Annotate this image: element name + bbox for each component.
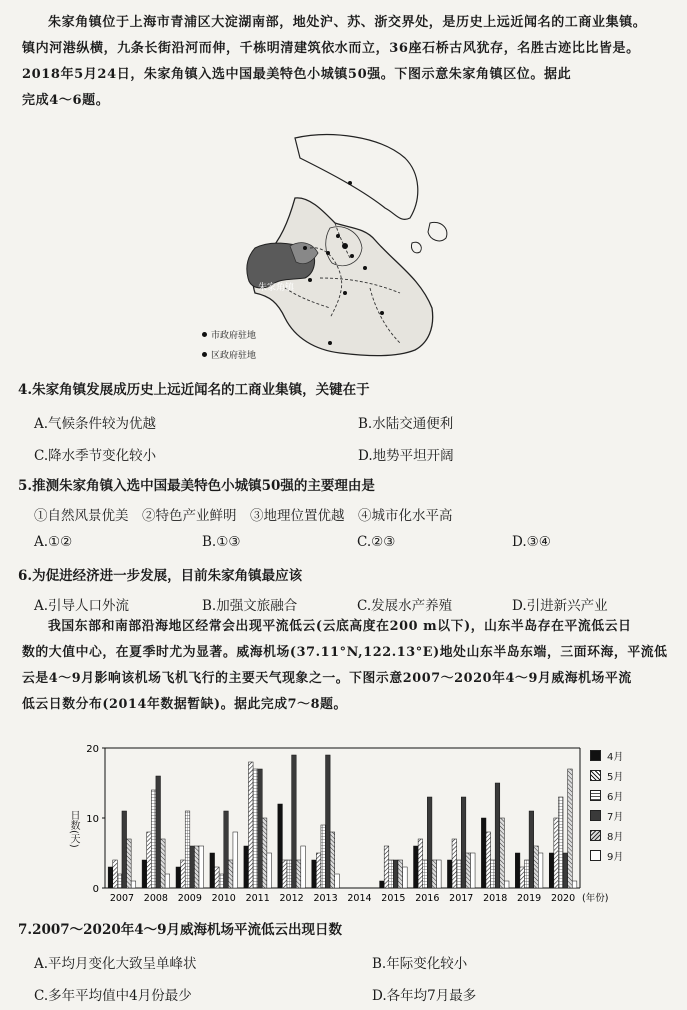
x-tick-label: 2014	[347, 893, 372, 904]
bar-4月-2019	[515, 853, 520, 888]
district-marker	[350, 254, 354, 258]
bar-6月-2015	[389, 860, 394, 888]
bar-6月-2009	[185, 811, 190, 888]
x-tick-label: 2017	[449, 893, 474, 904]
passage-1-line-1: 朱家角镇位于上海市青浦区大淀湖南部，地处沪、苏、浙交界处，是历史上远近闻名的工商业集镇。	[48, 15, 647, 30]
bar-8月-2016	[432, 860, 437, 888]
q4-option-c[interactable]: C.降水季节变化较小	[34, 448, 157, 464]
bar-5月-2010	[215, 867, 220, 888]
q5-option-d[interactable]: D.③④	[512, 534, 551, 550]
bar-7月-2013	[326, 755, 331, 888]
bar-7月-2010	[224, 811, 229, 888]
passage-1-line-2: 镇内河港纵横，九条长街沿河而伸，千栋明清建筑依水而立，36座石桥古风犹存，名胜古迹比比皆是。	[22, 41, 640, 56]
x-tick-label: 2008	[143, 893, 168, 904]
zhujiajiao-label: 朱家角镇	[258, 283, 295, 293]
district-marker	[380, 311, 384, 315]
q5-option-a[interactable]: A.①②	[34, 534, 73, 550]
bar-4月-2008	[142, 860, 147, 888]
bar-5月-2011	[248, 762, 253, 888]
bar-7月-2008	[156, 776, 161, 888]
bar-9月-2007	[131, 881, 136, 888]
bar-4月-2013	[312, 860, 317, 888]
y-tick-label: 20	[86, 744, 99, 755]
district-marker	[343, 291, 347, 295]
legend-city-label: 市政府驻地	[211, 331, 257, 341]
bar-8月-2007	[127, 839, 132, 888]
bar-5月-2012	[282, 860, 287, 888]
x-axis-label: (年份)	[582, 893, 609, 904]
q5-option-b[interactable]: B.①③	[202, 534, 241, 550]
q4-option-a[interactable]: A.气候条件较为优越	[34, 416, 157, 432]
legend-label: 8月	[607, 831, 624, 843]
bar-6月-2018	[491, 860, 496, 888]
passage-2-line-3: 云是4～9月影响该机场飞机飞行的主要天气现象之一。下图示意2007～2020年4～9月威海机场平流	[22, 671, 632, 686]
q4-option-b[interactable]: B.水陆交通便利	[358, 416, 454, 432]
bar-8月-2015	[398, 860, 403, 888]
bar-7月-2018	[495, 783, 500, 888]
bar-9月-2008	[165, 874, 170, 888]
bar-9月-2013	[335, 874, 340, 888]
passage-2-line-2: 数的大值中心，在夏季时尤为显著。威海机场(37.11°N,122.13°E)地处山东半岛东端，三面环海，平流低	[22, 645, 668, 660]
bar-8月-2017	[466, 853, 471, 888]
q7-option-c[interactable]: C.多年平均值中4月份最少	[34, 988, 192, 1004]
bar-6月-2008	[151, 790, 156, 888]
question-5-stem: 5.推测朱家角镇入选中国最美特色小城镇50强的主要理由是	[18, 478, 375, 494]
bar-5月-2017	[452, 839, 457, 888]
legend-dot-icon	[202, 332, 207, 337]
legend-swatch	[590, 830, 601, 841]
passage-2-line-4: 低云日数分布(2014年数据暂缺)。据此完成7～8题。	[22, 697, 347, 712]
bar-5月-2019	[520, 867, 525, 888]
bar-9月-2011	[267, 853, 272, 888]
x-tick-label: 2007	[109, 893, 135, 904]
question-6-stem: 6.为促进经济进一步发展，目前朱家角镇最应该	[18, 568, 303, 584]
legend-label: 4月	[607, 751, 624, 763]
legend-swatch	[590, 790, 601, 801]
bar-6月-2010	[219, 874, 224, 888]
legend-label: 7月	[607, 811, 624, 823]
legend-item-4	[590, 745, 623, 765]
bar-9月-2010	[233, 832, 238, 888]
chart-legend	[590, 745, 623, 865]
location-map	[200, 128, 470, 368]
bar-7月-2011	[258, 769, 263, 888]
bar-6月-2017	[457, 860, 462, 888]
bar-4月-2020	[549, 853, 554, 888]
bar-6月-2007	[117, 874, 122, 888]
cloud-days-chart	[70, 740, 630, 915]
chart-ylabel: 日数(天)	[68, 810, 79, 848]
bar-4月-2009	[176, 867, 181, 888]
x-tick-label: 2011	[245, 893, 270, 904]
question-4-stem: 4.朱家角镇发展成历史上远近闻名的工商业集镇，关键在于	[18, 382, 370, 398]
bar-7月-2012	[292, 755, 297, 888]
bar-5月-2007	[113, 860, 118, 888]
legend-item-5	[590, 765, 623, 785]
bar-8月-2008	[160, 839, 165, 888]
legend-item-6	[590, 785, 623, 805]
bar-9月-2018	[504, 881, 509, 888]
y-tick-label: 10	[86, 814, 99, 825]
district-marker	[308, 278, 312, 282]
legend-label: 6月	[607, 791, 624, 803]
bar-4月-2011	[244, 846, 249, 888]
bar-8月-2020	[568, 769, 573, 888]
bar-4月-2017	[447, 860, 452, 888]
q7-option-d[interactable]: D.各年均7月最多	[372, 988, 477, 1004]
city-government-marker	[342, 243, 348, 249]
bar-7月-2017	[461, 797, 466, 888]
bar-7月-2020	[563, 853, 568, 888]
x-tick-label: 2016	[415, 893, 440, 904]
legend-swatch	[590, 850, 601, 861]
legend-item-8	[590, 825, 623, 845]
bar-4月-2015	[380, 881, 385, 888]
bar-9月-2012	[301, 846, 306, 888]
bar-4月-2010	[210, 853, 215, 888]
bar-9月-2009	[199, 846, 204, 888]
bar-7月-2009	[190, 846, 195, 888]
bar-8月-2009	[194, 846, 199, 888]
question-7-stem: 7.2007～2020年4～9月威海机场平流低云出现日数	[18, 922, 343, 938]
bar-8月-2013	[330, 832, 335, 888]
x-tick-label: 2010	[211, 893, 236, 904]
bar-6月-2011	[253, 769, 258, 888]
passage-1	[22, 10, 672, 114]
bar-6月-2019	[525, 860, 530, 888]
bar-9月-2020	[572, 881, 577, 888]
x-tick-label: 2013	[313, 893, 338, 904]
q6-option-d[interactable]: D.引进新兴产业	[512, 598, 608, 614]
x-tick-label: 2009	[177, 893, 202, 904]
bar-4月-2018	[481, 818, 486, 888]
legend-city	[202, 328, 256, 341]
x-tick-label: 2020	[550, 893, 576, 904]
x-tick-label: 2015	[381, 893, 406, 904]
bar-5月-2016	[418, 839, 423, 888]
bar-7月-2016	[427, 797, 432, 888]
small-island	[428, 222, 447, 241]
bar-9月-2015	[403, 867, 408, 888]
passage-1-line-4: 完成4～6题。	[22, 93, 110, 108]
bar-6月-2016	[423, 860, 428, 888]
chart-svg	[70, 740, 630, 915]
bar-6月-2012	[287, 860, 292, 888]
x-tick-label: 2019	[517, 893, 542, 904]
legend-district	[202, 348, 256, 361]
bar-5月-2008	[147, 832, 152, 888]
q6-option-b[interactable]: B.加强文旅融合	[202, 598, 298, 614]
q5-items: ①自然风景优美 ②特色产业鲜明 ③地理位置优越 ④城市化水平高	[34, 508, 453, 524]
bar-5月-2009	[181, 860, 186, 888]
bar-5月-2020	[554, 818, 559, 888]
bar-4月-2007	[108, 867, 113, 888]
bar-8月-2019	[534, 846, 539, 888]
bar-9月-2016	[437, 860, 442, 888]
bar-6月-2013	[321, 825, 326, 888]
bar-5月-2018	[486, 832, 491, 888]
y-tick-label: 0	[92, 884, 99, 895]
district-marker	[348, 181, 352, 185]
district-marker	[363, 266, 367, 270]
legend-label: 9月	[607, 851, 624, 863]
bar-8月-2011	[262, 818, 267, 888]
bar-7月-2019	[529, 811, 534, 888]
legend-item-7	[590, 805, 623, 825]
bar-6月-2020	[558, 797, 563, 888]
x-tick-label: 2018	[483, 893, 508, 904]
bar-8月-2018	[500, 818, 505, 888]
legend-dot-icon	[202, 352, 207, 357]
q5-option-c[interactable]: C.②③	[357, 534, 396, 550]
small-island-2	[411, 242, 421, 253]
legend-item-9	[590, 845, 623, 865]
bar-5月-2013	[316, 853, 321, 888]
q4-option-d[interactable]: D.地势平坦开阔	[358, 448, 454, 464]
q7-option-a[interactable]: A.平均月变化大致呈单峰状	[34, 956, 197, 972]
district-marker	[326, 251, 330, 255]
bar-7月-2007	[122, 811, 127, 888]
q6-option-a[interactable]: A.引导人口外流	[34, 598, 130, 614]
bar-9月-2017	[470, 853, 475, 888]
legend-swatch	[590, 770, 601, 781]
district-marker	[336, 234, 340, 238]
bar-8月-2012	[296, 860, 301, 888]
district-marker	[328, 341, 332, 345]
bar-7月-2015	[393, 860, 398, 888]
legend-district-label: 区政府驻地	[211, 351, 257, 361]
bar-8月-2010	[228, 860, 233, 888]
passage-1-line-3: 2018年5月24日，朱家角镇入选中国最美特色小城镇50强。下图示意朱家角镇区位。据此	[22, 67, 572, 82]
passage-2-line-1: 我国东部和南部沿海地区经常会出现平流低云(云底高度在200 m以下)，山东半岛存在平流低云日	[48, 619, 632, 634]
q7-option-b[interactable]: B.年际变化较小	[372, 956, 468, 972]
bar-4月-2016	[414, 846, 419, 888]
legend-swatch	[590, 810, 601, 821]
legend-swatch	[590, 750, 601, 761]
legend-label: 5月	[607, 771, 624, 783]
x-tick-label: 2012	[279, 893, 304, 904]
passage-2	[22, 614, 672, 718]
bar-5月-2015	[384, 846, 389, 888]
q6-option-c[interactable]: C.发展水产养殖	[357, 598, 453, 614]
district-marker	[303, 246, 307, 250]
bar-9月-2019	[538, 853, 543, 888]
bar-4月-2012	[278, 804, 283, 888]
